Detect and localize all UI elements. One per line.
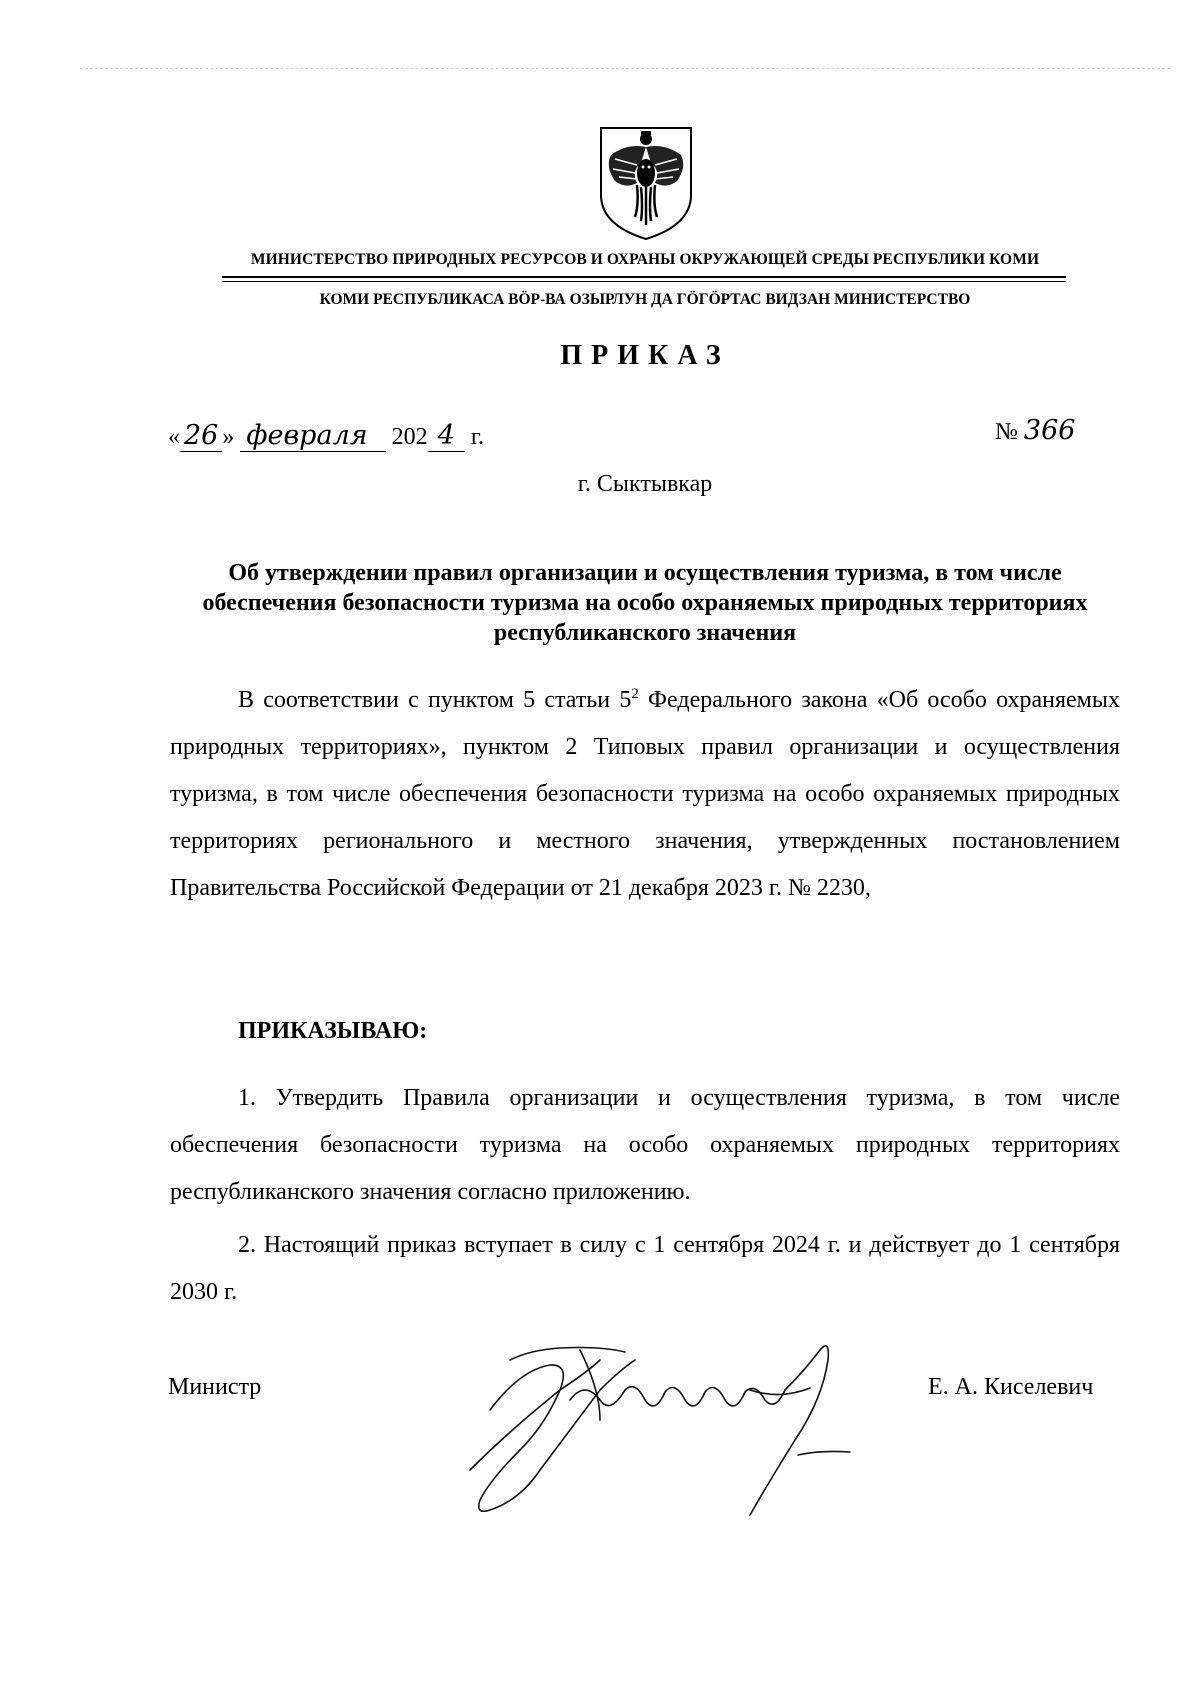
header-rule-thick xyxy=(222,276,1066,278)
order-item-1: 1. Утвердить Правила организации и осуществления туризма, в том числе обеспечения безопасности туризма на особо охраняемых природных территориях республиканского значения согласно приложению. xyxy=(170,1085,1120,1205)
preamble-superscript: 2 xyxy=(631,686,639,702)
date-month-handwritten: февраля xyxy=(240,420,385,452)
signer-name: Е. А. Киселевич xyxy=(928,1374,1094,1400)
date-suffix: г. xyxy=(464,424,484,450)
preamble-text-part2: Федерального закона «Об особо охраняемых природных территориях», пунктом 2 Типовых правил организации и осуществления туризма, в том числе обеспечения безопасности туризма на особо охраняемых природных территориях регионального и местного значения, утвержденных постановлением Правительства Российской Федерации от 21 декабря 2023 г. № 2230, xyxy=(170,687,1120,901)
document-city: г. Сыктывкар xyxy=(577,471,713,497)
ministry-name-komi: КОМИ РЕСПУБЛИКАСА ВӦР-ВА ОЗЫРЛУН ДА ГӦГӦРТАС ВИДЗАН МИНИСТЕРСТВО xyxy=(319,291,971,308)
document-date xyxy=(168,420,484,451)
document-number xyxy=(995,415,1075,446)
number-value-handwritten: 366 xyxy=(1023,415,1076,446)
preamble-paragraph xyxy=(170,677,1120,912)
date-day-handwritten: 26 xyxy=(180,420,222,452)
number-label: № xyxy=(995,419,1018,445)
date-open-quote: « xyxy=(168,424,180,450)
order-word: ПРИКАЗЫВАЮ: xyxy=(238,1018,428,1044)
document-title: ПРИКАЗ xyxy=(560,340,730,371)
date-year-digit-handwritten: 4 xyxy=(428,420,465,452)
coat-of-arms-icon xyxy=(597,125,695,242)
order-item-2: 2. Настоящий приказ вступает в силу с 1 сентября 2024 г. и действует до 1 сентября 2030 г. xyxy=(170,1232,1120,1305)
signature-image xyxy=(450,1330,920,1540)
date-year-prefix: 202 xyxy=(391,424,428,450)
scan-artifact-line xyxy=(80,68,1170,69)
date-close-quote: » xyxy=(222,424,235,450)
document-heading: Об утверждении правил организации и осуществления туризма, в том числе обеспечения безопасности туризма на особо охраняемых природных территориях республиканского значения xyxy=(202,560,1088,646)
header-rule-thin xyxy=(222,281,1066,282)
ministry-name-russian: МИНИСТЕРСТВО ПРИРОДНЫХ РЕСУРСОВ И ОХРАНЫ ОКРУЖАЮЩЕЙ СРЕДЫ РЕСПУБЛИКИ КОМИ xyxy=(250,251,1040,268)
signer-position: Министр xyxy=(168,1374,262,1400)
preamble-text-part1: В соответствии с пунктом 5 статьи 5 xyxy=(238,687,632,713)
